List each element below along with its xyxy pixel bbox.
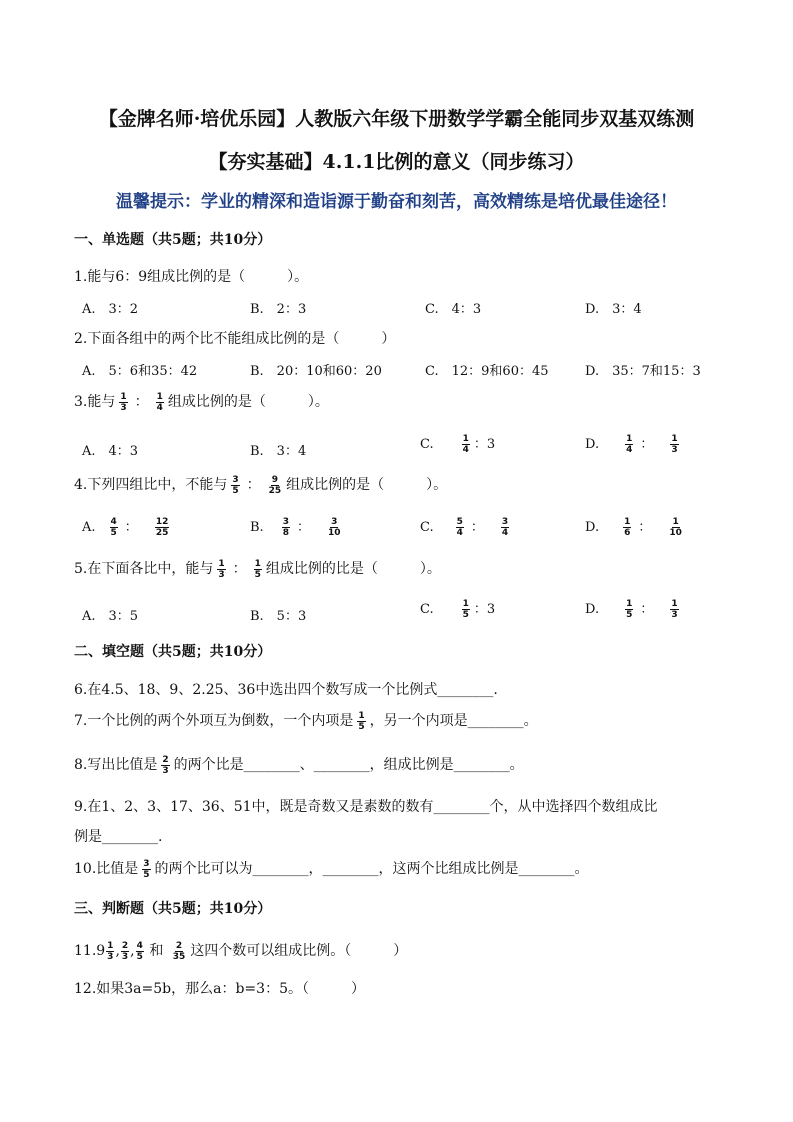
fraction: $\frac{1}{3}$ bbox=[120, 391, 127, 413]
q2-option-b[interactable]: B. 20：10和60：20 bbox=[250, 364, 382, 379]
question-3: 3.能与 $\frac{1}{3}$ ： $\frac{1}{4}$ 组成比例的是（ ）。 bbox=[74, 391, 329, 413]
q4-option-d[interactable]: D. $\frac{1}{6}$ ： $\frac{1}{10}$ bbox=[585, 517, 682, 538]
q4-option-c[interactable]: C. $\frac{5}{4}$ ： $\frac{3}{4}$ bbox=[420, 517, 509, 538]
q2-option-a[interactable]: A. 5：6和35：42 bbox=[82, 364, 198, 379]
q5-option-c[interactable]: C. $\frac{1}{5}$ ：3 bbox=[420, 599, 496, 620]
q1-option-d[interactable]: D. 3：4 bbox=[585, 302, 642, 317]
question-4: 4.下列四组比中，不能与 $\frac{3}{5}$ ： $\frac{9}{25}$ 组成比例的是（ ）。 bbox=[74, 474, 448, 496]
q5-option-d[interactable]: D. $\frac{1}{5}$ ： $\frac{1}{3}$ bbox=[585, 599, 678, 620]
document-title: 【金牌名师·培优乐园】人教版六年级下册数学学霸全能同步双基双练测 bbox=[98, 108, 695, 130]
question-2: 2.下面各组中的两个比不能组成比例的是（ ） bbox=[74, 331, 396, 347]
q4-option-a[interactable]: A. $\frac{4}{5}$ ： $\frac{12}{25}$ bbox=[82, 517, 169, 538]
q3-option-d[interactable]: D. $\frac{1}{4}$ ： $\frac{1}{3}$ bbox=[585, 434, 678, 455]
section-heading-single-choice: 一、单选题（共5题；共10分） bbox=[74, 232, 272, 248]
q1-option-c[interactable]: C. 4：3 bbox=[425, 302, 482, 317]
question-1: 1.能与6：9组成比例的是（ ）。 bbox=[74, 269, 309, 285]
q1-option-a[interactable]: A. 3：2 bbox=[82, 302, 139, 317]
question-6: 6.在4.5、18、9、2.25、36中选出四个数写成一个比例式________. bbox=[74, 682, 498, 698]
q3-option-a[interactable]: A. 4：3 bbox=[82, 444, 139, 459]
q4-option-b[interactable]: B. $\frac{3}{8}$ ： $\frac{3}{10}$ bbox=[250, 517, 341, 538]
question-10: 10.比值是 $\frac{3}{5}$ 的两个比可以为________，________，这两个比组成比例是________。 bbox=[74, 858, 589, 880]
document-subtitle: 【夯实基础】4.1.1比例的意义（同步练习） bbox=[208, 151, 585, 173]
q2-option-d[interactable]: D. 35：7和15：3 bbox=[585, 364, 701, 379]
question-9-line-1: 9.在1、2、3、17、36、51中，既是奇数又是素数的数有________个，从中选择四个数组成比 bbox=[74, 799, 658, 815]
question-7: 7.一个比例的两个外项互为倒数，一个内项是 $\frac{1}{5}$ ，另一个内项是________。 bbox=[74, 710, 538, 732]
question-11: 11.9 $\frac{1}{3}$ , $\frac{2}{3}$ , $\frac{4}{5}$ 和 $\frac{2}{35}$ 这四个数可以组成比例。（ ） bbox=[74, 940, 408, 962]
section-heading-true-false: 三、判断题（共5题；共10分） bbox=[74, 901, 272, 917]
q2-option-c[interactable]: C. 12：9和60：45 bbox=[425, 364, 549, 379]
question-8: 8.写出比值是 $\frac{2}{3}$ 的两个比是________、________，组成比例是________。 bbox=[74, 754, 524, 776]
tip-text: 温馨提示：学业的精深和造诣源于勤奋和刻苦，高效精练是培优最佳途径！ bbox=[116, 192, 677, 212]
q1-option-b[interactable]: B. 2：3 bbox=[250, 302, 307, 317]
q5-option-a[interactable]: A. 3：5 bbox=[82, 609, 139, 624]
q3-option-b[interactable]: B. 3：4 bbox=[250, 444, 307, 459]
q3-option-c[interactable]: C. $\frac{1}{4}$ ：3 bbox=[420, 434, 496, 455]
question-9-line-2: 例是________. bbox=[74, 829, 163, 845]
question-5: 5.在下面各比中，能与 $\frac{1}{3}$ ： $\frac{1}{5}$ 组成比例的比是（ ）。 bbox=[74, 558, 441, 580]
section-heading-fill-in: 二、填空题（共5题；共10分） bbox=[74, 644, 272, 660]
fraction: $\frac{1}{4}$ bbox=[156, 391, 163, 413]
question-12: 12.如果3a=5b，那么a：b=3：5。（ ） bbox=[74, 981, 365, 997]
q5-option-b[interactable]: B. 5：3 bbox=[250, 609, 307, 624]
